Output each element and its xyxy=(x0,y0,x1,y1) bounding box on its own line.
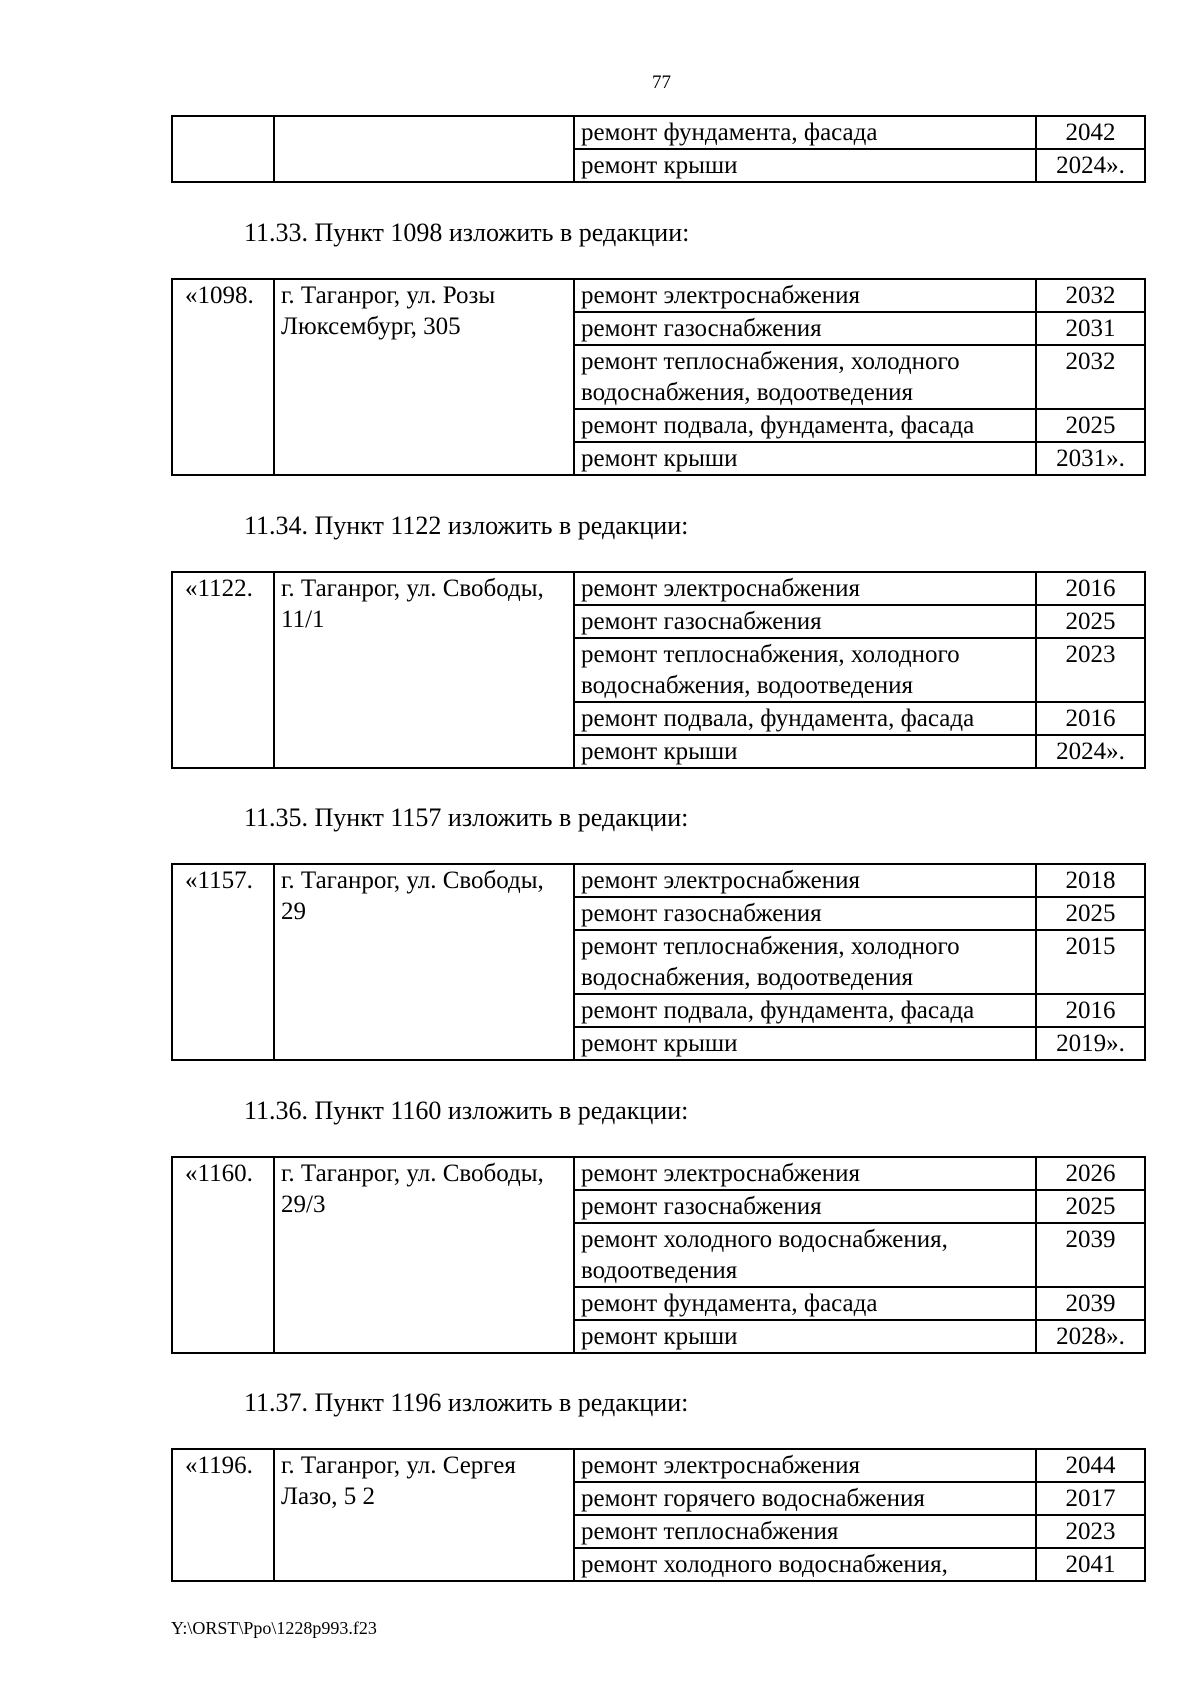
item-number: «1160. xyxy=(172,1157,274,1353)
table-row xyxy=(172,279,1145,312)
work-cell: ремонт теплоснабжения, холодного водоснабжения, водоотведения xyxy=(574,638,1036,702)
year-cell: 2016 xyxy=(1036,572,1145,605)
work-cell: ремонт холодного водоснабжения, xyxy=(574,1548,1036,1581)
work-cell: ремонт подвала, фундамента, фасада xyxy=(574,409,1036,442)
address-cell: г. Таганрог, ул. Сергея Лазо, 5 2 xyxy=(274,1449,574,1581)
year-cell: 2025 xyxy=(1036,1190,1145,1223)
section-table xyxy=(171,571,1146,769)
work-cell: ремонт крыши xyxy=(574,1027,1036,1060)
year-cell: 2024». xyxy=(1036,149,1145,182)
item-number: «1098. xyxy=(172,279,274,475)
work-cell: ремонт крыши xyxy=(574,149,1036,182)
continuation-table xyxy=(171,115,1146,183)
work-cell: ремонт электроснабжения xyxy=(574,279,1036,312)
table-row xyxy=(172,572,1145,605)
work-cell: ремонт теплоснабжения xyxy=(574,1515,1036,1548)
year-cell: 2032 xyxy=(1036,279,1145,312)
work-cell: ремонт крыши xyxy=(574,735,1036,768)
year-cell: 2026 xyxy=(1036,1157,1145,1190)
work-cell: ремонт газоснабжения xyxy=(574,605,1036,638)
year-cell: 2044 xyxy=(1036,1449,1145,1482)
table-row xyxy=(172,1449,1145,1482)
year-cell: 2025 xyxy=(1036,409,1145,442)
year-cell: 2015 xyxy=(1036,930,1145,994)
section-table xyxy=(171,278,1146,476)
year-cell: 2028». xyxy=(1036,1320,1145,1353)
work-cell: ремонт крыши xyxy=(574,442,1036,475)
year-cell: 2031». xyxy=(1036,442,1145,475)
item-number: «1122. xyxy=(172,572,274,768)
table-row xyxy=(172,864,1145,897)
year-cell: 2039 xyxy=(1036,1287,1145,1320)
section-heading: 11.37. Пункт 1196 изложить в редакции: xyxy=(244,1388,689,1417)
year-cell: 2041 xyxy=(1036,1548,1145,1581)
page-number: 77 xyxy=(652,72,671,93)
work-cell: ремонт фундамента, фасада xyxy=(574,116,1036,149)
address-cell: г. Таганрог, ул. Свободы, 29/3 xyxy=(274,1157,574,1353)
section-table xyxy=(171,1448,1146,1582)
year-cell: 2032 xyxy=(1036,345,1145,409)
work-cell: ремонт горячего водоснабжения xyxy=(574,1482,1036,1515)
section-heading: 11.35. Пункт 1157 изложить в редакции: xyxy=(244,803,689,832)
work-cell: ремонт электроснабжения xyxy=(574,572,1036,605)
section-heading: 11.33. Пункт 1098 изложить в редакции: xyxy=(244,218,690,247)
year-cell: 2023 xyxy=(1036,1515,1145,1548)
year-cell: 2042 xyxy=(1036,116,1145,149)
footer-file-path: Y:\ORST\Ppo\1228p993.f23 xyxy=(171,1618,377,1638)
item-number: «1196. xyxy=(172,1449,274,1581)
work-cell: ремонт электроснабжения xyxy=(574,1157,1036,1190)
work-cell: ремонт электроснабжения xyxy=(574,864,1036,897)
number-cell xyxy=(172,116,274,182)
work-cell: ремонт теплоснабжения, холодного водоснабжения, водоотведения xyxy=(574,930,1036,994)
address-cell: г. Таганрог, ул. Розы Люксембург, 305 xyxy=(274,279,574,475)
work-cell: ремонт теплоснабжения, холодного водоснабжения, водоотведения xyxy=(574,345,1036,409)
work-cell: ремонт подвала, фундамента, фасада xyxy=(574,702,1036,735)
year-cell: 2023 xyxy=(1036,638,1145,702)
address-cell: г. Таганрог, ул. Свободы, 29 xyxy=(274,864,574,1060)
table-row xyxy=(172,116,1145,149)
work-cell: ремонт газоснабжения xyxy=(574,897,1036,930)
item-number: «1157. xyxy=(172,864,274,1060)
year-cell: 2024». xyxy=(1036,735,1145,768)
table-row xyxy=(172,1157,1145,1190)
year-cell: 2017 xyxy=(1036,1482,1145,1515)
year-cell: 2018 xyxy=(1036,864,1145,897)
section-table xyxy=(171,1156,1146,1354)
work-cell: ремонт электроснабжения xyxy=(574,1449,1036,1482)
year-cell: 2016 xyxy=(1036,702,1145,735)
work-cell: ремонт крыши xyxy=(574,1320,1036,1353)
work-cell: ремонт подвала, фундамента, фасада xyxy=(574,994,1036,1027)
section-heading: 11.34. Пункт 1122 изложить в редакции: xyxy=(244,511,689,540)
year-cell: 2039 xyxy=(1036,1223,1145,1287)
year-cell: 2025 xyxy=(1036,605,1145,638)
year-cell: 2025 xyxy=(1036,897,1145,930)
address-cell xyxy=(274,116,574,182)
work-cell: ремонт газоснабжения xyxy=(574,312,1036,345)
work-cell: ремонт холодного водоснабжения, водоотведения xyxy=(574,1223,1036,1287)
year-cell: 2016 xyxy=(1036,994,1145,1027)
address-cell: г. Таганрог, ул. Свободы, 11/1 xyxy=(274,572,574,768)
year-cell: 2031 xyxy=(1036,312,1145,345)
work-cell: ремонт фундамента, фасада xyxy=(574,1287,1036,1320)
section-heading: 11.36. Пункт 1160 изложить в редакции: xyxy=(244,1096,689,1125)
year-cell: 2019». xyxy=(1036,1027,1145,1060)
work-cell: ремонт газоснабжения xyxy=(574,1190,1036,1223)
section-table xyxy=(171,863,1146,1061)
